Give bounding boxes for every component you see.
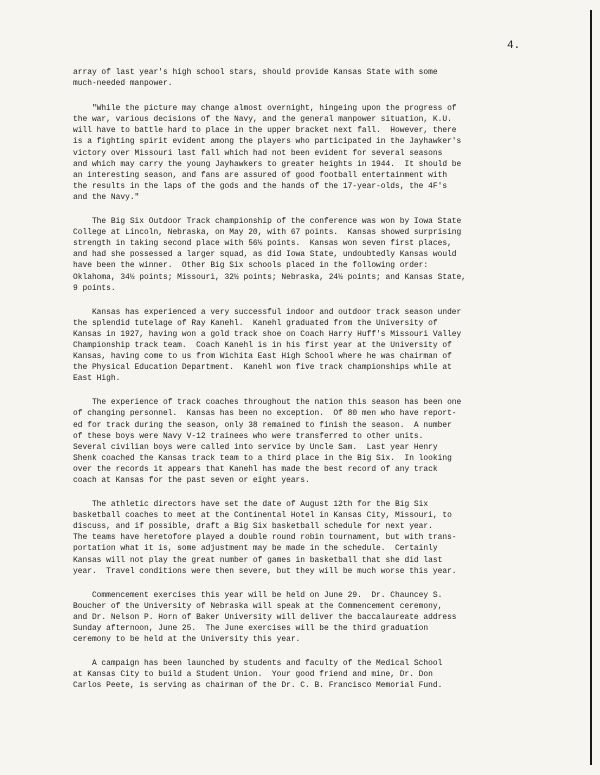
paragraph-commencement: Commencement exercises this year will be held on June 29. Dr. Chauncey S. Boucher of the University of Nebraska will speak at the Commencement ceremony, and Dr. Nelson P. Horn of Baker University will deliver the baccalaureate address Sunday afternoon, June 25. The June exercises will be the third graduation ceremony to be held at the University this year. bbox=[73, 590, 457, 645]
paragraph-kansas-state-manpower: array of last year's high school stars, should provide Kansas State with some much-needed manpower. bbox=[73, 68, 438, 89]
paragraph-student-union-campaign: A campaign has been launched by students and faculty of the Medical School at Kansas City to build a Student Union. Your good friend and mine, Dr. Don Carlos Peete, is serving as chairman of the Dr. C. B. Francisco Memorial Fund. bbox=[73, 659, 443, 691]
paragraph-basketball-schedule: The athletic directors have set the date of August 12th for the Big Six basketball coaches to meet at the Continental Hotel in Kansas City, Missouri, to discuss, and if possible, draft a Big Six basketball schedule for next year. The teams have heretofore played a double round robin tournament, but with trans- portation what it is, some adjustment may be made in the schedule. Certainly Kansas will not play the great number of games in basketball that she did last year. Travel conditions were then severe, but they will be much worse this year. bbox=[73, 500, 457, 576]
paragraph-coach-kanehl: Kansas has experienced a very successful indoor and outdoor track season under the splendid tutelage of Ray Kanehl. Kanehl graduated from the University of Kansas in 1927, having won a gold track shoe on Coach Harry Huff's Missouri Valley Championship track team. Coach Kanehl is in his first year at the University of Kansas, having come to us from Wichita East High School where he was chairman of the Physical Education Department. Kanehl won five track championships while at East High. bbox=[73, 307, 462, 384]
page-number: 4. bbox=[507, 40, 521, 52]
document-body bbox=[73, 67, 533, 705]
paragraph-big-six-outdoor-track: The Big Six Outdoor Track championship of the conference was won by Iowa State College at Lincoln, Nebraska, on May 20, with 67 points. Kansas showed surprising strength in taking second place with 56½ points. Kansas won seven first places, and had she possessed a larger squad, as did Iowa State, undoubtedly Kansas would have been the winner. Other Big Six schools placed in the following order: Oklahoma, 34½ points; Missouri, 32½ points; Nebraska, 24½ points; and Kansas State, 9 points. bbox=[73, 217, 467, 293]
paragraph-football-outlook-quote: "While the picture may change almost overnight, hingeing upon the progress of the war, various decisions of the Navy, and the general manpower situation, K.U. will have to battle hard to place in the upper bracket next fall. However, there is a fighting spirit evident among the players who participated in the Jayhawker's victory over Missouri last fall which had not been evident for several seasons and which may carry the young Jayhawkers to greater heights in 1944. It should be an interesting season, and fans are assured of good football entertainment with the results in the laps of the gods and the hands of the 17-year-olds, the 4F's and the Navy." bbox=[73, 104, 462, 202]
paragraph-track-personnel: The experience of track coaches throughout the nation this season has been one of changing personnel. Kansas has been no exception. Of 80 men who have report- ed for track during the season, only 38 remained to finish the season. A number of these boys were Navy V-12 trainees who were transferred to other units. Several civilian boys were called into service by Uncle Sam. Last year Henry Shenk coached the Kansas track team to a third place in the Big Six. In looking over the records it appears that Kanehl has made the best record of any track coach at Kansas for the past seven or eight years. bbox=[73, 398, 462, 485]
page-edge-line bbox=[590, 10, 592, 765]
